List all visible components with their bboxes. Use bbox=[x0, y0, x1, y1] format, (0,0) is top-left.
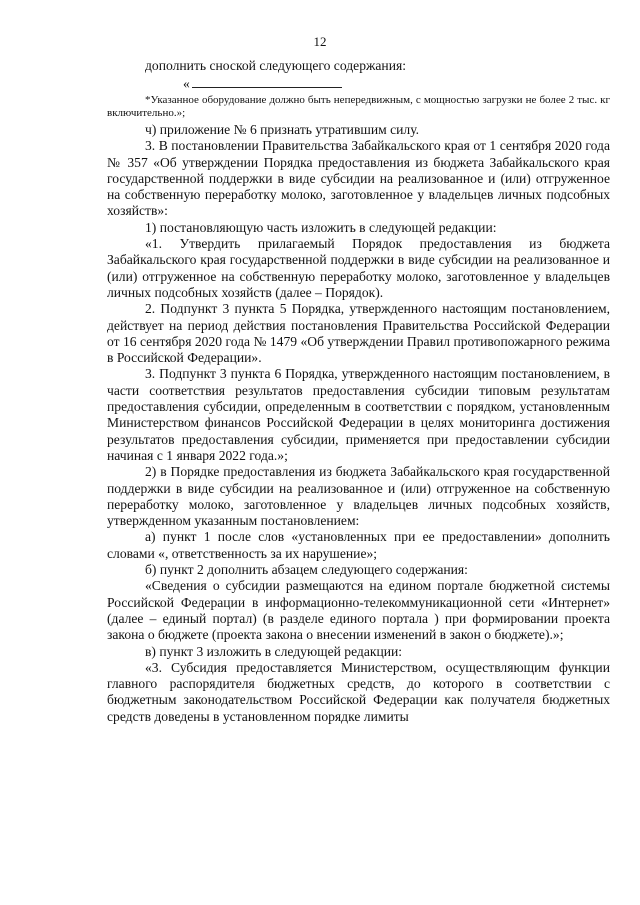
paragraph-clause-2: 2. Подпункт 3 пункта 5 Порядка, утвержденного настоящим постановлением, действует на период действия постановления Правительства Российской Федерации от 16 сентября 2020 года № 1479 «Об утверждении Правил противопожарного режима в Российской Федерации». bbox=[107, 301, 610, 366]
page-number: 12 bbox=[313, 34, 327, 49]
paragraph-quoted-info: «Сведения о субсидии размещаются на едином портале бюджетной системы Российской Федерации в информационно-телекоммуникационной сети «Интернет» (далее – единый портал) (в разделе единого портала ) при формировании проекта закона о бюджете (проекта закона о внесении изменений в закон о бюджете).»; bbox=[107, 578, 610, 643]
paragraph-quoted-subsidy: «3. Субсидия предоставляется Министерством, осуществляющим функции главного распорядителя бюджетных средств, до которого в соответствии с бюджетным законодательством Российской Федерации как получателя бюджетных средств доведены в установленном порядке лимиты bbox=[107, 659, 610, 724]
paragraph-subitem-2: 2) в Порядке предоставления из бюджета Забайкальского края государственной поддержки в виде субсидии на реализованное и (или) отгруженное на собственную переработку молоко, заготовленное у владельцев личных подсобных хозяйств, утвержденном указанным постановлением: bbox=[107, 464, 610, 529]
paragraph-clause-3: 3. Подпункт 3 пункта 6 Порядка, утвержденного настоящим постановлением, в части соответствия результатов предоставления субсидии типовым результатам предоставления субсидии, определенным в соответствии с порядком, установленным Министерством финансов Российской Федерации в целях мониторинга достижения результатов предоставления субсидии, применяется при предоставлении субсидии начиная с 1 января 2022 года.»; bbox=[107, 366, 610, 463]
paragraph-item-ch: ч) приложение № 6 признать утратившим силу. bbox=[145, 122, 420, 137]
paragraph-item-b: б) пункт 2 дополнить абзацем следующего содержания: bbox=[145, 562, 468, 578]
paragraph-item-a: а) пункт 1 после слов «установленных при ее предоставлении» дополнить словами «, ответственность за их нарушение»; bbox=[107, 529, 610, 561]
paragraph-clause-1: «1. Утвердить прилагаемый Порядок предоставления из бюджета Забайкальского края государственной поддержки в виде субсидии на реализованное и (или) отгруженное на собственную переработку молоко, заготовленное у владельцев личных подсобных хозяйств (далее – Порядок). bbox=[107, 236, 610, 300]
footnote-opening bbox=[107, 76, 610, 92]
paragraph-footnote-intro: дополнить сноской следующего содержания: bbox=[145, 58, 407, 73]
footnote-text: *Указанное оборудование должно быть непередвижным, с мощностью загрузки не более 2 тыс. кг включительно.»; bbox=[107, 93, 610, 119]
paragraph-subitem-1: 1) постановляющую часть изложить в следующей редакции: bbox=[145, 219, 497, 235]
footnote-open-quote: « bbox=[183, 76, 190, 92]
document-body bbox=[107, 58, 610, 725]
paragraph-item-v: в) пункт 3 изложить в следующей редакции: bbox=[145, 643, 403, 659]
footnote-separator-line bbox=[192, 87, 342, 88]
paragraph-section-3: 3. В постановлении Правительства Забайкальского края от 1 сентября 2020 года № 357 «Об утверждении Порядка предоставления из бюджета Забайкальского края государственной поддержки в виде субсидии на реализованное и (или) отгруженное на собственную переработку молоко, заготовленное у владельцев личных подсобных хозяйств»: bbox=[107, 138, 610, 219]
